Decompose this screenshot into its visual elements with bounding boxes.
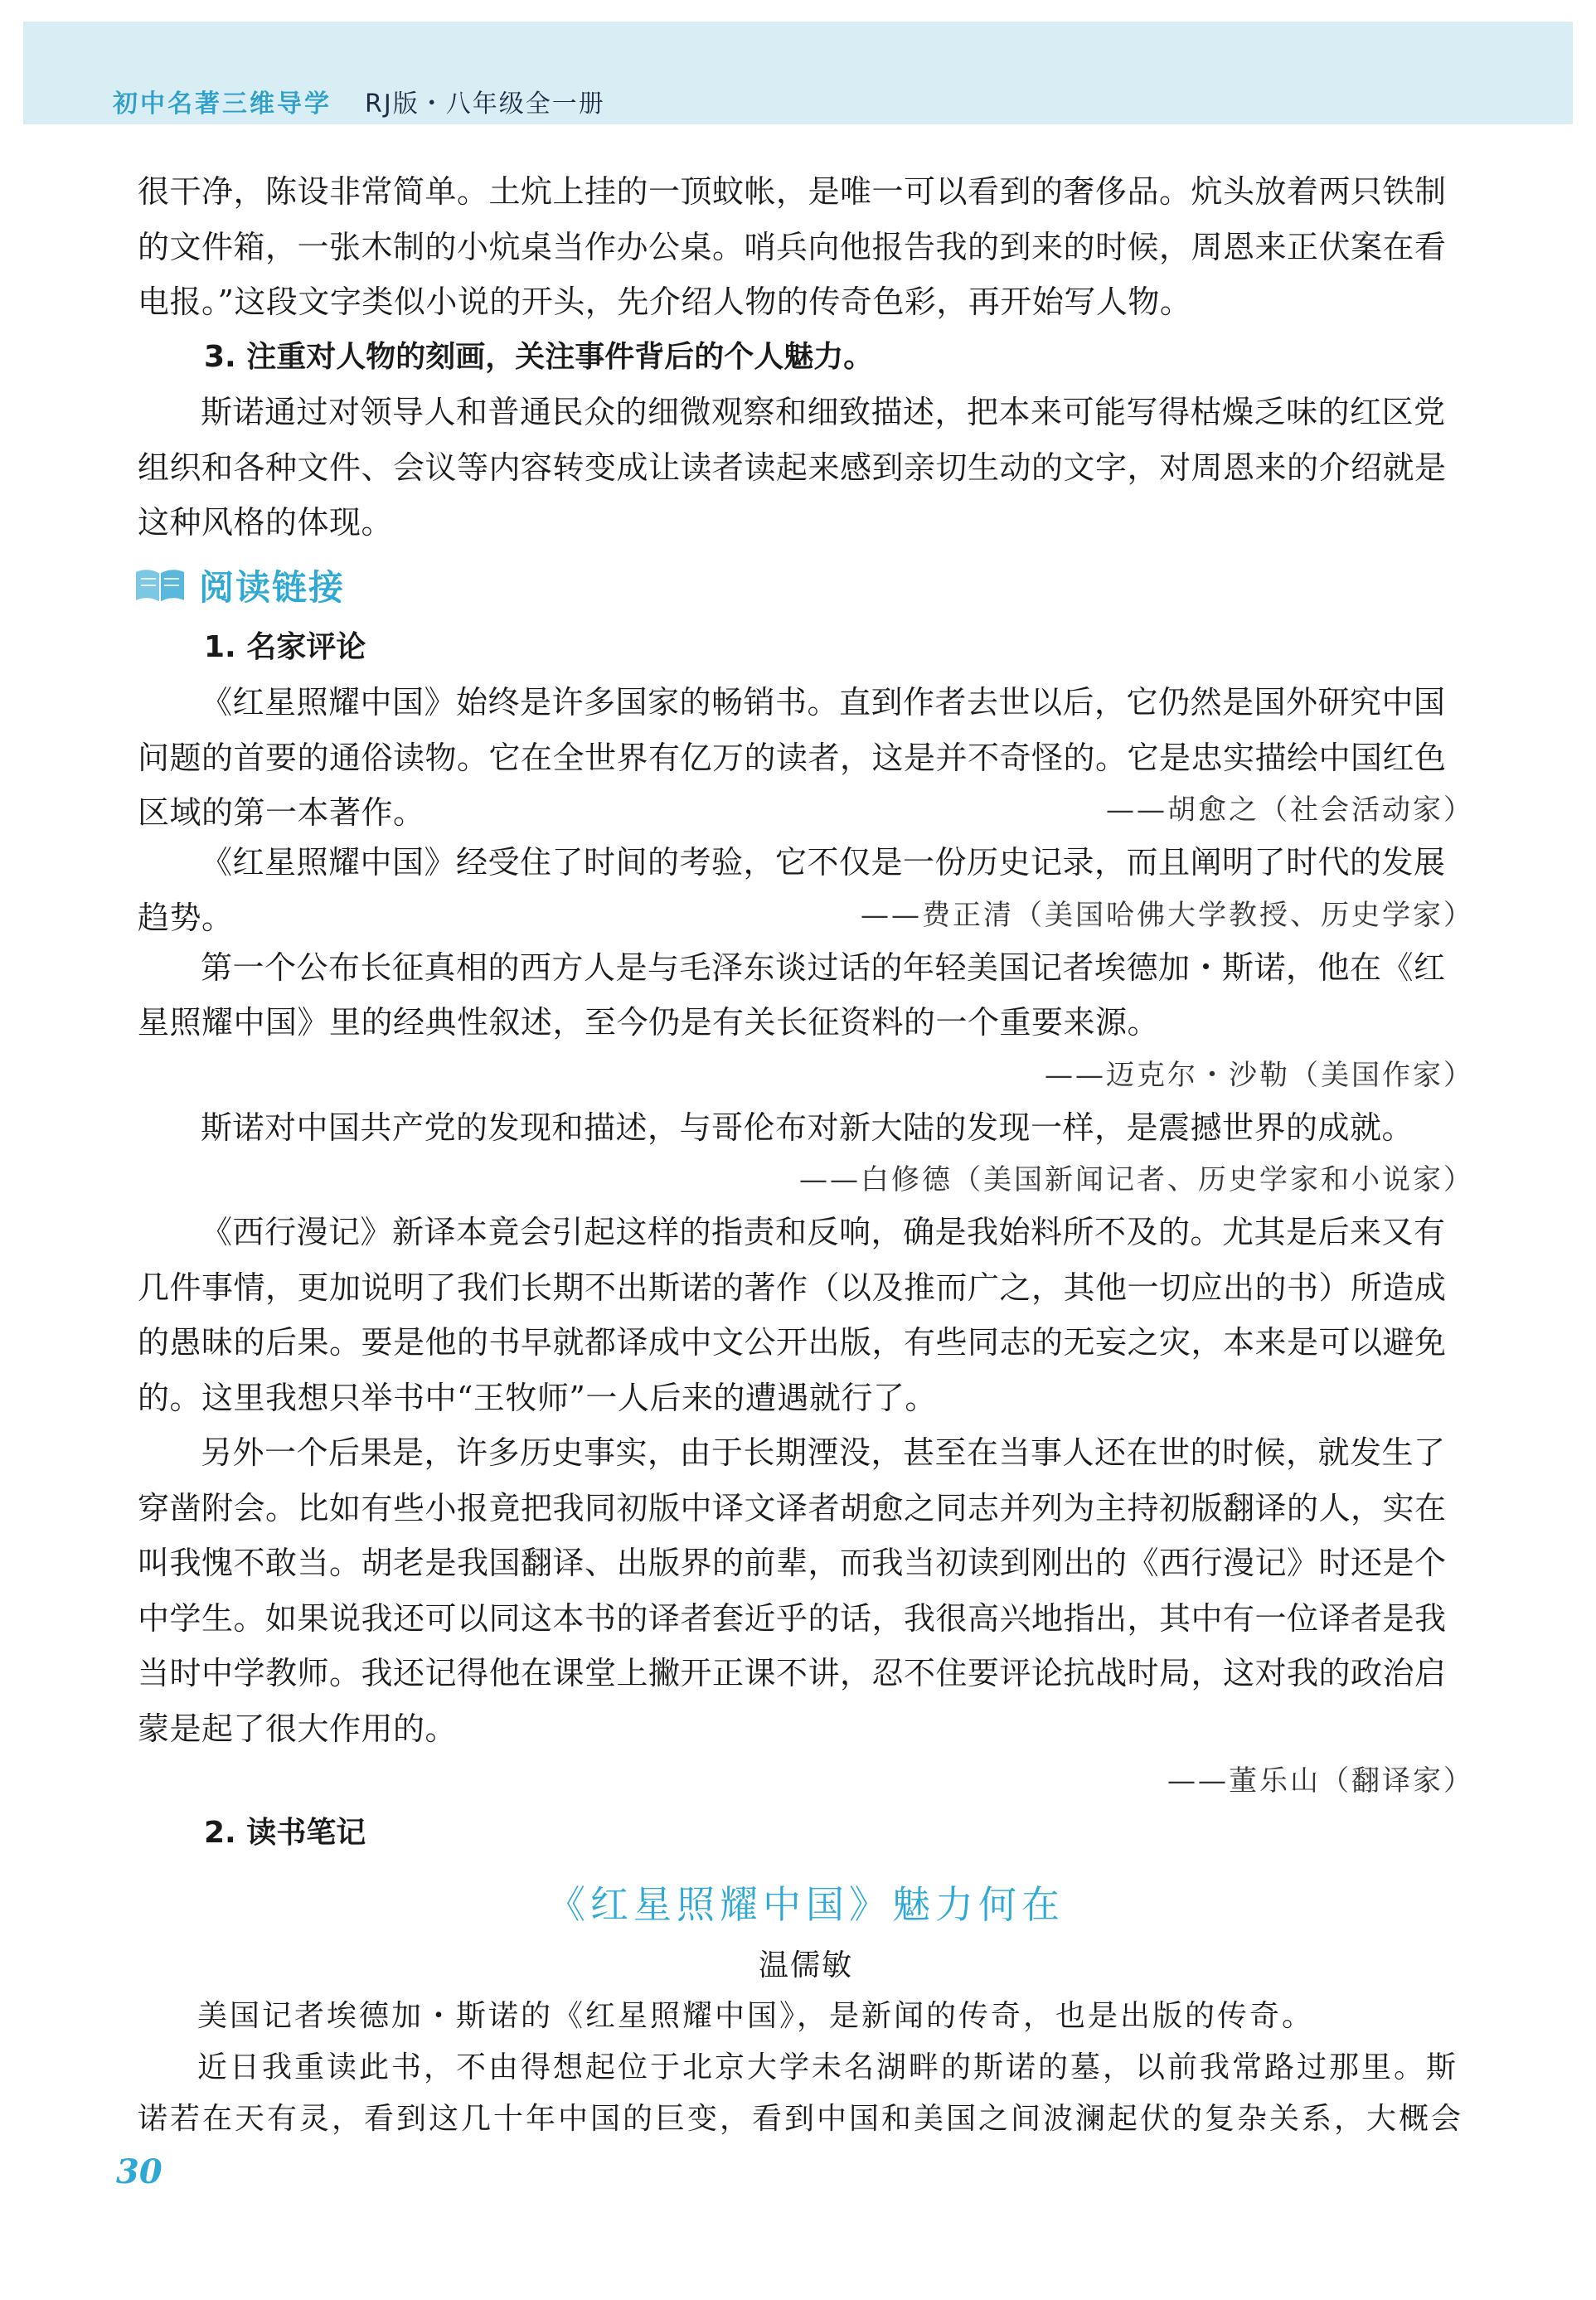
reading-link-title — [133, 551, 1474, 620]
reading-notes-heading: 2. 读书笔记 — [204, 1816, 366, 1850]
famous-comments-heading: 1. 名家评论 — [204, 629, 366, 664]
reading-notes-article — [138, 1868, 1474, 2145]
comment-fei-attribution: ——费正清（美国哈佛大学教授、历史学家） — [861, 898, 1474, 932]
top-paragraph: 很干净，陈设非常简单。土炕上挂的一顶蚊帐，是唯一可以看到的奢侈品。炕头放着两只铁制的文件箱，一张木制的小炕桌当作办公桌。哨兵向他报告我的到来的时候，周恩来正伏案在看电报。”这段文字类似小说的开头，先介绍人物的传奇色彩，再开始写人物。 — [138, 173, 1447, 320]
point3-heading: 3. 注重对人物的刻画，关注事件背后的个人魅力。 — [204, 339, 874, 374]
comment-schaller-text: 第一个公布长征真相的西方人是与毛泽东谈过话的年轻美国记者埃德加・斯诺，他在《红星照耀中国》里的经典性叙述，至今仍是有关长征资料的一个重要来源。 — [138, 949, 1446, 1041]
article-para2: 近日我重读此书，不由得想起位于北京大学未名湖畔的斯诺的墓，以前我常路过那里。斯诺若在天有灵，看到这几十年中国的巨变，看到中国和美国之间波澜起伏的复杂关系，大概会 — [138, 2050, 1464, 2136]
open-book-icon — [133, 567, 187, 604]
comment-fei-text: 《红星照耀中国》经受住了时间的考验，它不仅是一份历史记录，而且阐明了时代的发展趋势。 — [138, 844, 1446, 936]
comment-hu-attribution: ——胡愈之（社会活动家） — [1106, 793, 1474, 827]
article-author: 温儒敏 — [758, 1948, 853, 1982]
comment-white-attribution: ——白修德（美国新闻记者、历史学家和小说家） — [799, 1163, 1474, 1196]
article-title: 《红星照耀中国》魅力何在 — [547, 1881, 1065, 1927]
comment-dong-para1: 《西行漫记》新译本竟会引起这样的指责和反响，确是我始料所不及的。尤其是后来又有几件事情，更加说明了我们长期不出斯诺的著作（以及推而广之，其他一切应出的书）所造成的愚昧的后果。要是他的书早就都译成中文公开出版，有些同志的无妄之灾，本来是可以避免的。这里我想只举书中“王牧师”一人后来的遭遇就行了。 — [138, 1214, 1447, 1416]
page-number: 30 — [116, 2152, 163, 2191]
comment-dong-para2: 另外一个后果是，许多历史事实，由于长期湮没，甚至在当事人还在世的时候，就发生了穿凿附会。比如有些小报竟把我同初版中译文译者胡愈之同志并列为主持初版翻译的人，实在叫我愧不敢当。胡老是我国翻译、出版界的前辈，而我当初读到刚出的《西行漫记》时还是个中学生。如果说我还可以同这本书的译者套近乎的话，我很高兴地指出，其中有一位译者是我当时中学教师。我还记得他在课堂上撇开正课不讲，忍不住要评论抗战时局，这对我的政治启蒙是起了很大作用的。 — [138, 1434, 1447, 1747]
article-para1: 美国记者埃德加・斯诺的《红星照耀中国》，是新闻的传奇，也是出版的传奇。 — [197, 1998, 1315, 2033]
comment-white-text: 斯诺对中国共产党的发现和描述，与哥伦布对新大陆的发现一样，是震撼世界的成就。 — [201, 1109, 1414, 1146]
comment-dong-attribution: ——董乐山（翻译家） — [1167, 1764, 1474, 1798]
point3-text: 斯诺通过对领导人和普通民众的细微观察和细致描述，把本来可能写得枯燥乏味的红区党组织和各种文件、会议等内容转变成让读者读起来感到亲切生动的文字，对周恩来的介绍就是这种风格的体现。 — [138, 394, 1447, 541]
page-content — [138, 164, 1474, 2145]
comment-schaller-attribution: ——迈克尔・沙勒（美国作家） — [1045, 1058, 1474, 1092]
series-title: 初中名著三维导学 — [113, 90, 332, 119]
edition-label: RJ版・八年级全一册 — [365, 90, 605, 119]
reading-link-label: 阅读链接 — [199, 566, 346, 608]
comment-hu-text: 《红星照耀中国》始终是许多国家的畅销书。直到作者去世以后，它仍然是国外研究中国问题的首要的通俗读物。它在全世界有亿万的读者，这是并不奇怪的。它是忠实描绘中国红色区域的第一本著作。 — [138, 684, 1447, 831]
